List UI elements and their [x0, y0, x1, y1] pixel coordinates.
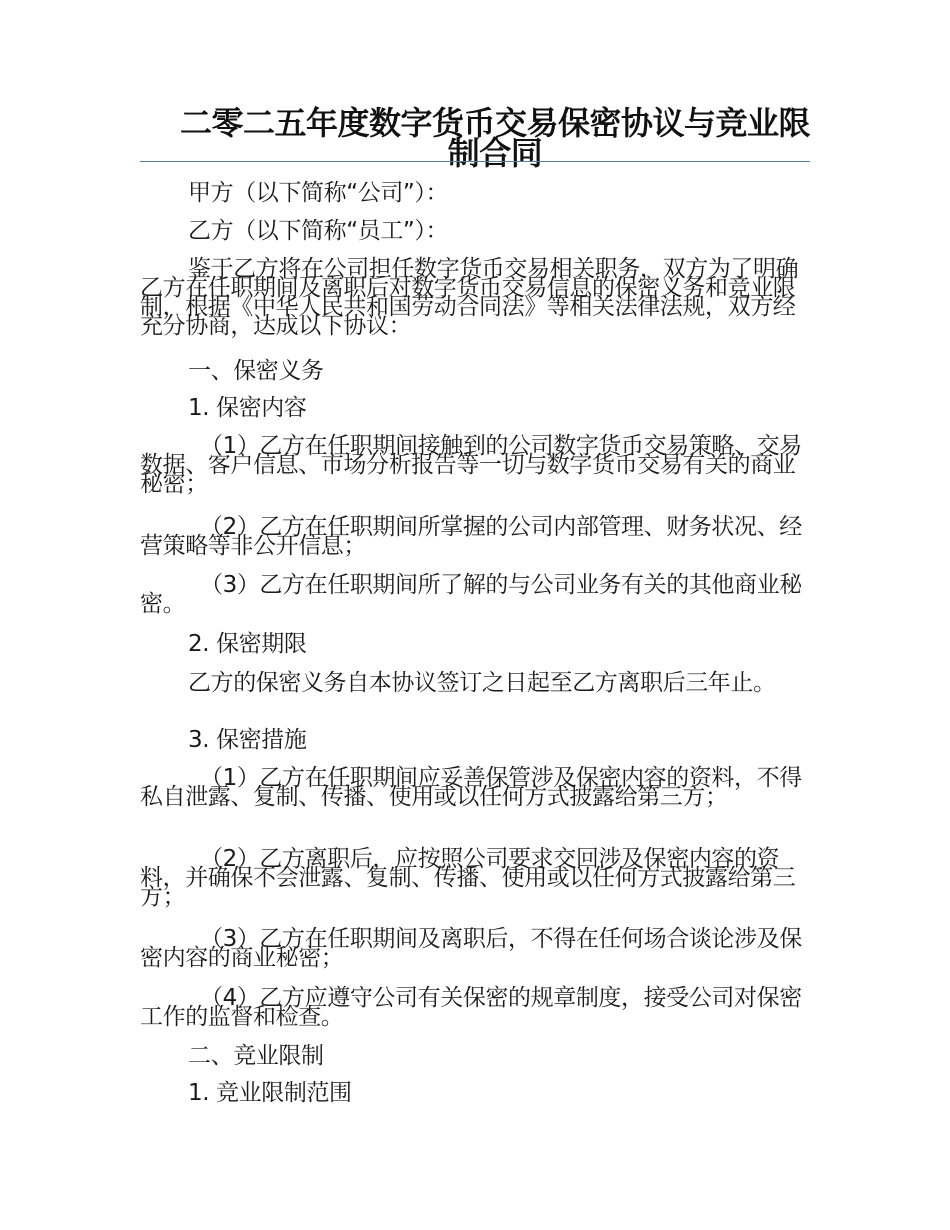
- subheading-confidentiality-period: 2. 保密期限: [188, 631, 307, 657]
- document-title: 二零二五年度数字货币交易保密协议与竞业限制合同: [179, 104, 810, 172]
- party-a-line: 甲方（以下简称“公司”）：: [188, 180, 449, 206]
- preamble-paragraph: 鉴于乙方将在公司担任数字货币交易相关职务，双方为了明确乙方在任职期间及离职后对数字货币交易信息的保密义务和竞业限制，根据《中华人民共和国劳动合同法》等相关法律法规，双方经充分协商，达成以下协议：: [140, 256, 799, 339]
- clause-content-2: （2）乙方在任职期间所掌握的公司内部管理、财务状况、经营策略等非公开信息；: [140, 514, 802, 559]
- clause-measure-1: （1）乙方在任职期间应妥善保管涉及保密内容的资料，不得私自泄露、复制、传播、使用或以任何方式披露给第三方；: [140, 765, 802, 810]
- subheading-confidentiality-measures: 3. 保密措施: [188, 727, 307, 753]
- subheading-non-compete-scope: 1. 竞业限制范围: [188, 1080, 352, 1106]
- confidentiality-period-text: 乙方的保密义务自本协议签订之日起至乙方离职后三年止。: [188, 670, 776, 696]
- party-b-line: 乙方（以下简称“员工”）：: [188, 218, 449, 244]
- clause-content-1: （1）乙方在任职期间接触到的公司数字货币交易策略、交易数据、客户信息、市场分析报告等一切与数字货币交易有关的商业秘密；: [140, 433, 802, 497]
- title-underline: [140, 161, 810, 162]
- clause-measure-2: （2）乙方离职后，应按照公司要求交回涉及保密内容的资料，并确保不会泄露、复制、传播、使用或以任何方式披露给第三方；: [140, 846, 796, 910]
- clause-measure-3: （3）乙方在任职期间及离职后，不得在任何场合谈论涉及保密内容的商业秘密；: [140, 926, 802, 971]
- section-heading-confidentiality: 一、保密义务: [188, 358, 324, 384]
- subheading-confidential-content: 1. 保密内容: [188, 395, 307, 421]
- clause-content-3: （3）乙方在任职期间所了解的与公司业务有关的其他商业秘密。: [140, 572, 802, 617]
- section-heading-non-compete: 二、竞业限制: [188, 1043, 324, 1069]
- clause-measure-4: （4）乙方应遵守公司有关保密的规章制度，接受公司对保密工作的监督和检查。: [140, 985, 802, 1030]
